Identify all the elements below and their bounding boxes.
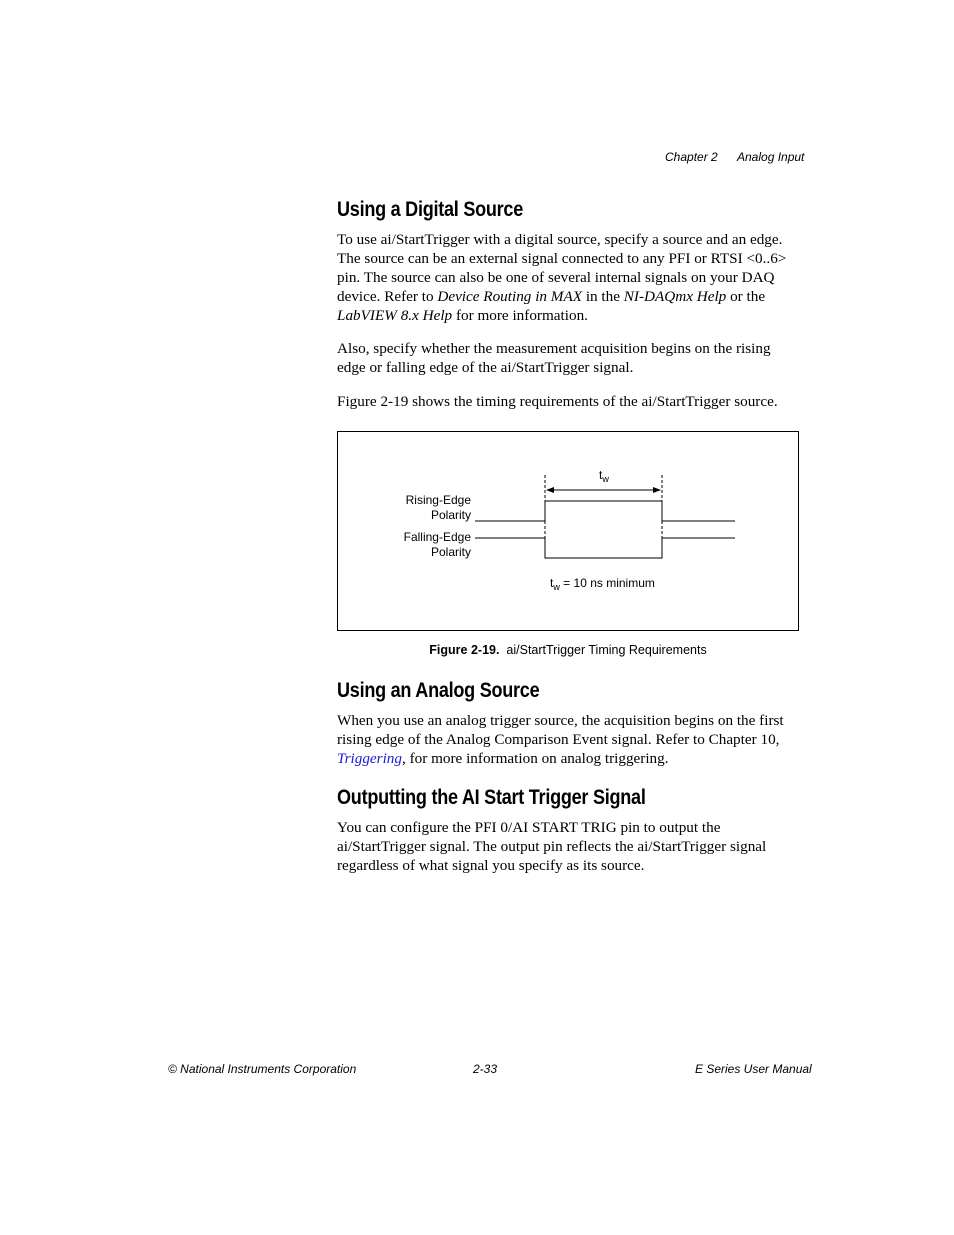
figure-caption	[337, 643, 799, 657]
heading-output-signal: Outputting the AI Start Trigger Signal	[337, 786, 646, 809]
timing-diagram	[338, 432, 800, 632]
link-triggering[interactable]: Triggering	[337, 750, 402, 767]
heading-analog-source: Using an Analog Source	[337, 679, 540, 702]
label-rising-edge: Rising-Edge	[405, 493, 471, 507]
tw-minimum-note	[550, 576, 655, 592]
falling-edge-waveform	[475, 538, 735, 558]
label-falling-edge: Falling-Edge	[403, 530, 471, 544]
ref-daqmx-help: NI-DAQmx Help	[623, 288, 727, 305]
label-rising-polarity: Polarity	[430, 508, 471, 522]
text-run: When you use an analog trigger source, the acquisition begins on the first rising edge of the Analog Comparison Event signal. Refer to Chapter 10,	[337, 712, 784, 748]
note-t: t	[550, 576, 554, 590]
caption-number: Figure 2-19.	[429, 643, 500, 657]
timing-figure	[337, 431, 799, 631]
header-section: Analog Input	[737, 150, 805, 164]
tw-arrow-right-head	[653, 487, 661, 493]
tw-sub: w	[602, 474, 609, 484]
text-run: for more information.	[452, 307, 588, 324]
paragraph-analog-1	[337, 711, 799, 768]
rising-edge-waveform	[475, 501, 735, 521]
footer-copyright: © National Instruments Corporation	[168, 1062, 357, 1076]
note-rest: = 10 ns minimum	[559, 576, 655, 590]
tw-arrow-left-head	[546, 487, 554, 493]
footer-manual-title: E Series User Manual	[695, 1062, 812, 1076]
ref-device-routing: Device Routing in MAX	[437, 288, 583, 305]
paragraph-digital-1	[337, 230, 799, 325]
paragraph-digital-2: Also, specify whether the measurement acquisition begins on the rising edge or falling edge of the ai/StartTrigger signal.	[337, 340, 771, 376]
heading-digital-source: Using a Digital Source	[337, 198, 524, 221]
paragraph-digital-3: Figure 2-19 shows the timing requirements of the ai/StartTrigger source.	[337, 393, 778, 410]
text-run: To use ai/StartTrigger with a digital source, specify a source and an edge. The source can be an external signal connected to any PFI or RTSI <0..6> pin. The source can also be one of several internal signals on your DAQ device. Refer to	[337, 231, 787, 305]
text-run: or the	[726, 288, 766, 305]
footer-page-number: 2-33	[473, 1062, 498, 1076]
tw-label	[599, 468, 609, 484]
caption-text: ai/StartTrigger Timing Requirements	[506, 643, 707, 657]
text-run: , for more information on analog triggering.	[401, 750, 669, 767]
paragraph-output-1: You can configure the PFI 0/AI START TRIG pin to output the ai/StartTrigger signal. The output pin reflects the ai/StartTrigger signal regardless of what signal you specify as its source.	[337, 819, 767, 874]
ref-labview-help: LabVIEW 8.x Help	[337, 307, 453, 324]
label-falling-polarity: Polarity	[430, 545, 471, 559]
note-sub: w	[553, 582, 560, 592]
tw-t: t	[599, 468, 603, 482]
header-chapter: Chapter 2	[665, 150, 718, 164]
text-run: in the	[582, 288, 624, 305]
